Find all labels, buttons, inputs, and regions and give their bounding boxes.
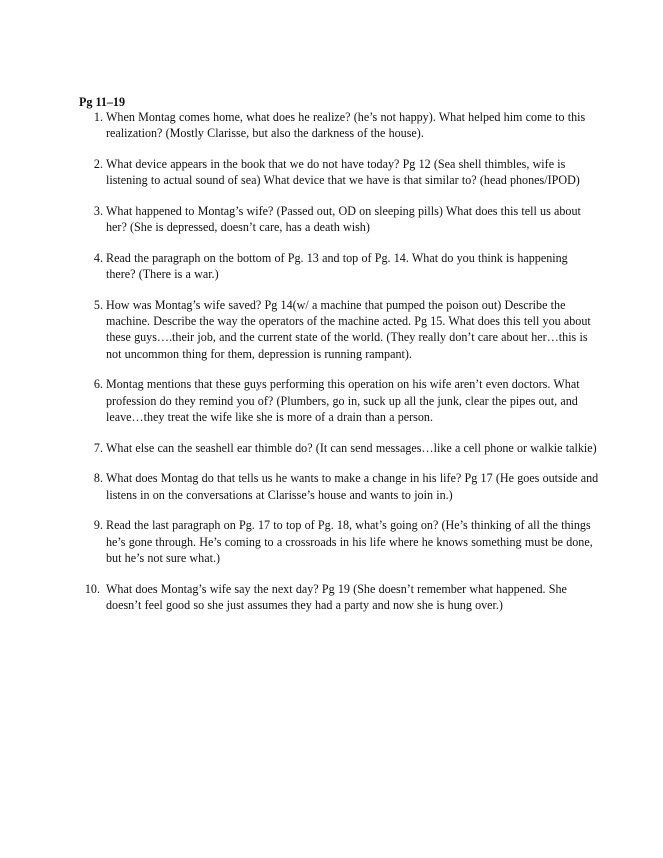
question-text: Montag mentions that these guys performing this operation on his wife aren’t even doctors. What profession do they remind you of? (Plumbers, go in, suck up all the junk, clear the pipes out, and leave…they treat the wife like she is more of a drain than a person. — [106, 377, 580, 424]
question-item-2 — [79, 156, 599, 188]
question-text: What else can the seashell ear thimble do? (It can send messages…like a cell phone or walkie talkie) — [106, 440, 597, 455]
question-number: 2. — [93, 157, 103, 171]
question-item-7 — [79, 440, 599, 456]
question-number: 5. — [93, 298, 103, 312]
page-heading: Pg 11–19 — [79, 95, 126, 109]
question-item-1 — [79, 109, 599, 141]
question-item-8 — [79, 470, 599, 502]
question-number: 6. — [93, 377, 103, 392]
question-text: Read the last paragraph on Pg. 17 to top of Pg. 18, what’s going on? (He’s thinking of all the things he’s gone through. He’s coming to a crossroads in his life where he knows something must be done, but he’s not sure what.) — [106, 518, 593, 565]
question-item-4 — [79, 250, 599, 282]
question-text: What does Montag do that tells us he wants to make a change in his life? Pg 17 (He goes outside and listens in on the conversations at Clarisse’s house and wants to join in.) — [106, 471, 599, 502]
question-text: What does Montag’s wife say the next day? Pg 19 (She doesn’t remember what happened. She doesn’t feel good so she just assumes they had a party and now she is hung over.) — [106, 581, 567, 612]
question-number: 4. — [93, 251, 103, 265]
question-item-9 — [79, 517, 599, 566]
question-number: 7. — [93, 440, 103, 455]
question-item-6 — [79, 376, 599, 425]
question-text: What happened to Montag’s wife? (Passed out, OD on sleeping pills) What does this tell us about her? (She is depressed, doesn’t care, has a death wish) — [106, 204, 581, 235]
question-text: When Montag comes home, what does he realize? (he’s not happy). What helped him come to this realization? (Mostly Clarisse, but also the darkness of the house). — [106, 110, 586, 141]
question-number: 8. — [93, 471, 103, 486]
question-item-5 — [79, 297, 599, 362]
question-number: 9. — [93, 518, 103, 533]
question-text: What device appears in the book that we do not have today? Pg 12 (Sea shell thimbles, wife is listening to actual sound of sea) What device that we have is that similar to? (head phones/IPOD) — [106, 157, 580, 188]
question-list — [79, 109, 599, 628]
question-text: Read the paragraph on the bottom of Pg. 13 and top of Pg. 14. What do you think is happening there? (There is a war.) — [106, 251, 568, 282]
question-text: How was Montag’s wife saved? Pg 14(w/ a machine that pumped the poison out) Describe the machine. Describe the way the operators of the machine acted. Pg 15. What does this tell you about these guys….their job, and the current state of the world. (They really don’t care about her…this is not uncommon thing for them, depression is running rampant). — [106, 298, 591, 361]
question-item-3 — [79, 203, 599, 235]
question-number: 10. — [84, 581, 100, 596]
question-item-10 — [79, 581, 599, 613]
question-number: 1. — [93, 110, 103, 124]
question-number: 3. — [93, 204, 103, 218]
